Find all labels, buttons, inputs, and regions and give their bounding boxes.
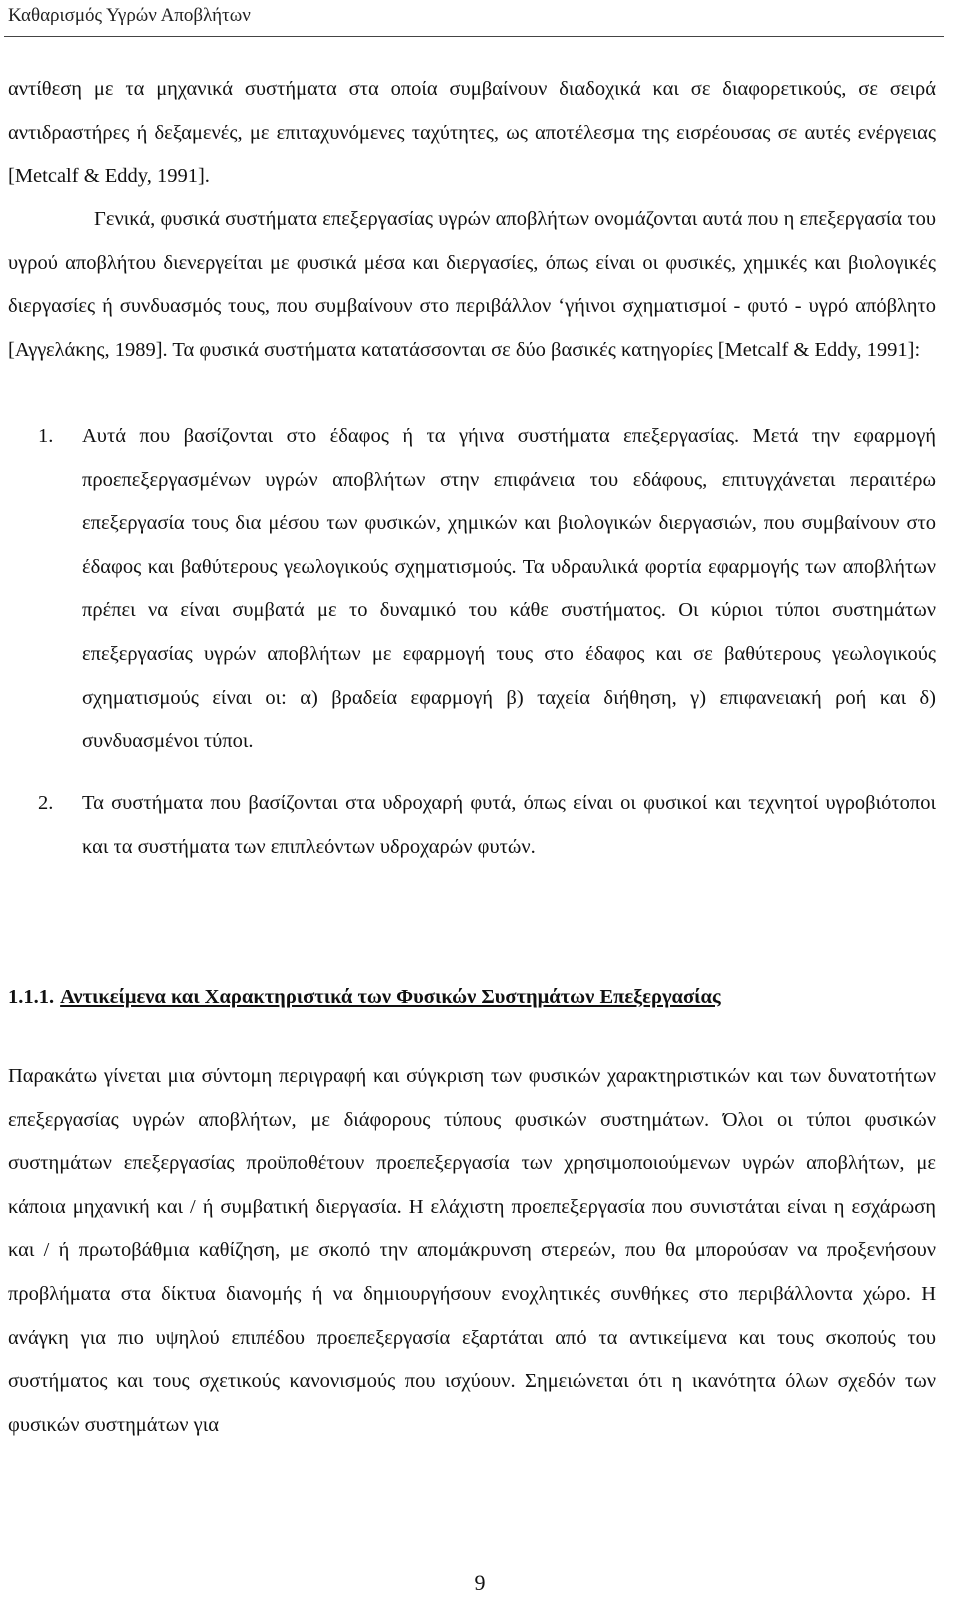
running-header: Καθαρισμός Υγρών Αποβλήτων: [8, 5, 251, 26]
list-item-number: 2.: [38, 792, 54, 814]
paragraph-3: Παρακάτω γίνεται μια σύντομη περιγραφή και σύγκριση των φυσικών χαρακτηριστικών και των δυνατοτήτων επεξεργασίας υγρών αποβλήτων, με διάφορους τύπους φυσικών συστημάτων. Όλοι οι τύποι φυσικών συστημάτων επεξεργασίας προϋποθέτουν προεπεξεργασία των χρησιμοποιούμενων υγρών αποβλήτων, με κάποια μηχανική και / ή συμβατική διεργασία. Η ελάχιστη προεπεξεργασία που συνιστάται είναι η εσχάρωση και / ή πρωτοβάθμια καθίζηση, με σκοπό την απομάκρυνση στερεών, που θα μπορούσαν να προξενήσουν προβλήματα στα δίκτυα διανομής ή να δημιουργήσουν ενοχλητικές συνθήκες στο περιβάλλοντα χώρο. Η ανάγκη για πιο υψηλού επιπέδου προεπεξεργασία εξαρτάται από τα αντικείμενα και τους σκοπούς του συστήματος και τους σχετικούς κανονισμούς που ισχύουν. Σημειώνεται ότι η ικανότητα όλων σχεδόν των φυσικών συστημάτων για: [8, 1065, 936, 1436]
paragraph-2: Γενικά, φυσικά συστήματα επεξεργασίας υγρών αποβλήτων ονομάζονται αυτά που η επεξεργασία του υγρού αποβλήτου διενεργείται με φυσικά μέσα και διεργασίες, όπως είναι οι φυσικές, χημικές και βιολογικές διεργασίες ή συνδυασμός τους, που συμβαίνουν στο περιβάλλον ‘γήινοι σχηματισμοί - φυτό - υγρό απόβλητο [Αγγελάκης, 1989]. Τα φυσικά συστήματα κατατάσσονται σε δύο βασικές κατηγορίες [Metcalf & Eddy, 1991]:: [8, 208, 936, 361]
list-item-number: 1.: [38, 425, 54, 447]
list-item: [8, 415, 936, 764]
section-heading: [8, 983, 721, 1011]
list-item-text: Τα συστήματα που βασίζονται στα υδροχαρή φυτά, όπως είναι οι φυσικοί και τεχνητοί υγροβιότοποι και τα συστήματα των επιπλεόντων υδροχαρών φυτών.: [82, 792, 936, 858]
header-rule: [4, 36, 944, 37]
section-title: Αντικείμενα και Χαρακτηριστικά των Φυσικών Συστημάτων Επεξεργασίας: [60, 986, 721, 1008]
section-number: 1.1.1.: [8, 986, 55, 1008]
numbered-list-item-2: [8, 782, 936, 869]
paragraph-1: αντίθεση με τα μηχανικά συστήματα στα οποία συμβαίνουν διαδοχικά και σε διαφορετικούς, σε σειρά αντιδραστήρες ή δεξαμενές, με επιταχυνόμενες ταχύτητες, ως αποτέλεσμα της εισρέουσας σε αυτές ενέργειας [Metcalf & Eddy, 1991].: [8, 78, 936, 188]
numbered-list-item-1: [8, 415, 936, 764]
page-number: 9: [474, 1570, 486, 1595]
list-item: [8, 782, 936, 869]
list-item-text: Αυτά που βασίζονται στο έδαφος ή τα γήινα συστήματα επεξεργασίας. Μετά την εφαρμογή προεπεξεργασμένων υγρών αποβλήτων στην επιφάνεια του εδάφους, επιτυγχάνεται περαιτέρω επεξεργασία τους δια μέσου των φυσικών, χημικών και βιολογικών διεργασιών, που συμβαίνουν στο έδαφος και βαθύτερους γεωλογικούς σχηματισμούς. Τα υδραυλικά φορτία εφαρμογής των αποβλήτων πρέπει να είναι συμβατά με το δυναμικό του κάθε συστήματος. Οι κύριοι τύποι συστημάτων επεξεργασίας υγρών αποβλήτων με εφαρμογή τους στο έδαφος και σε βαθύτερους γεωλογικούς σχηματισμούς είναι οι: α) βραδεία εφαρμογή β) ταχεία διήθηση, γ) επιφανειακή ροή και δ) συνδυασμένοι τύποι.: [82, 425, 936, 753]
